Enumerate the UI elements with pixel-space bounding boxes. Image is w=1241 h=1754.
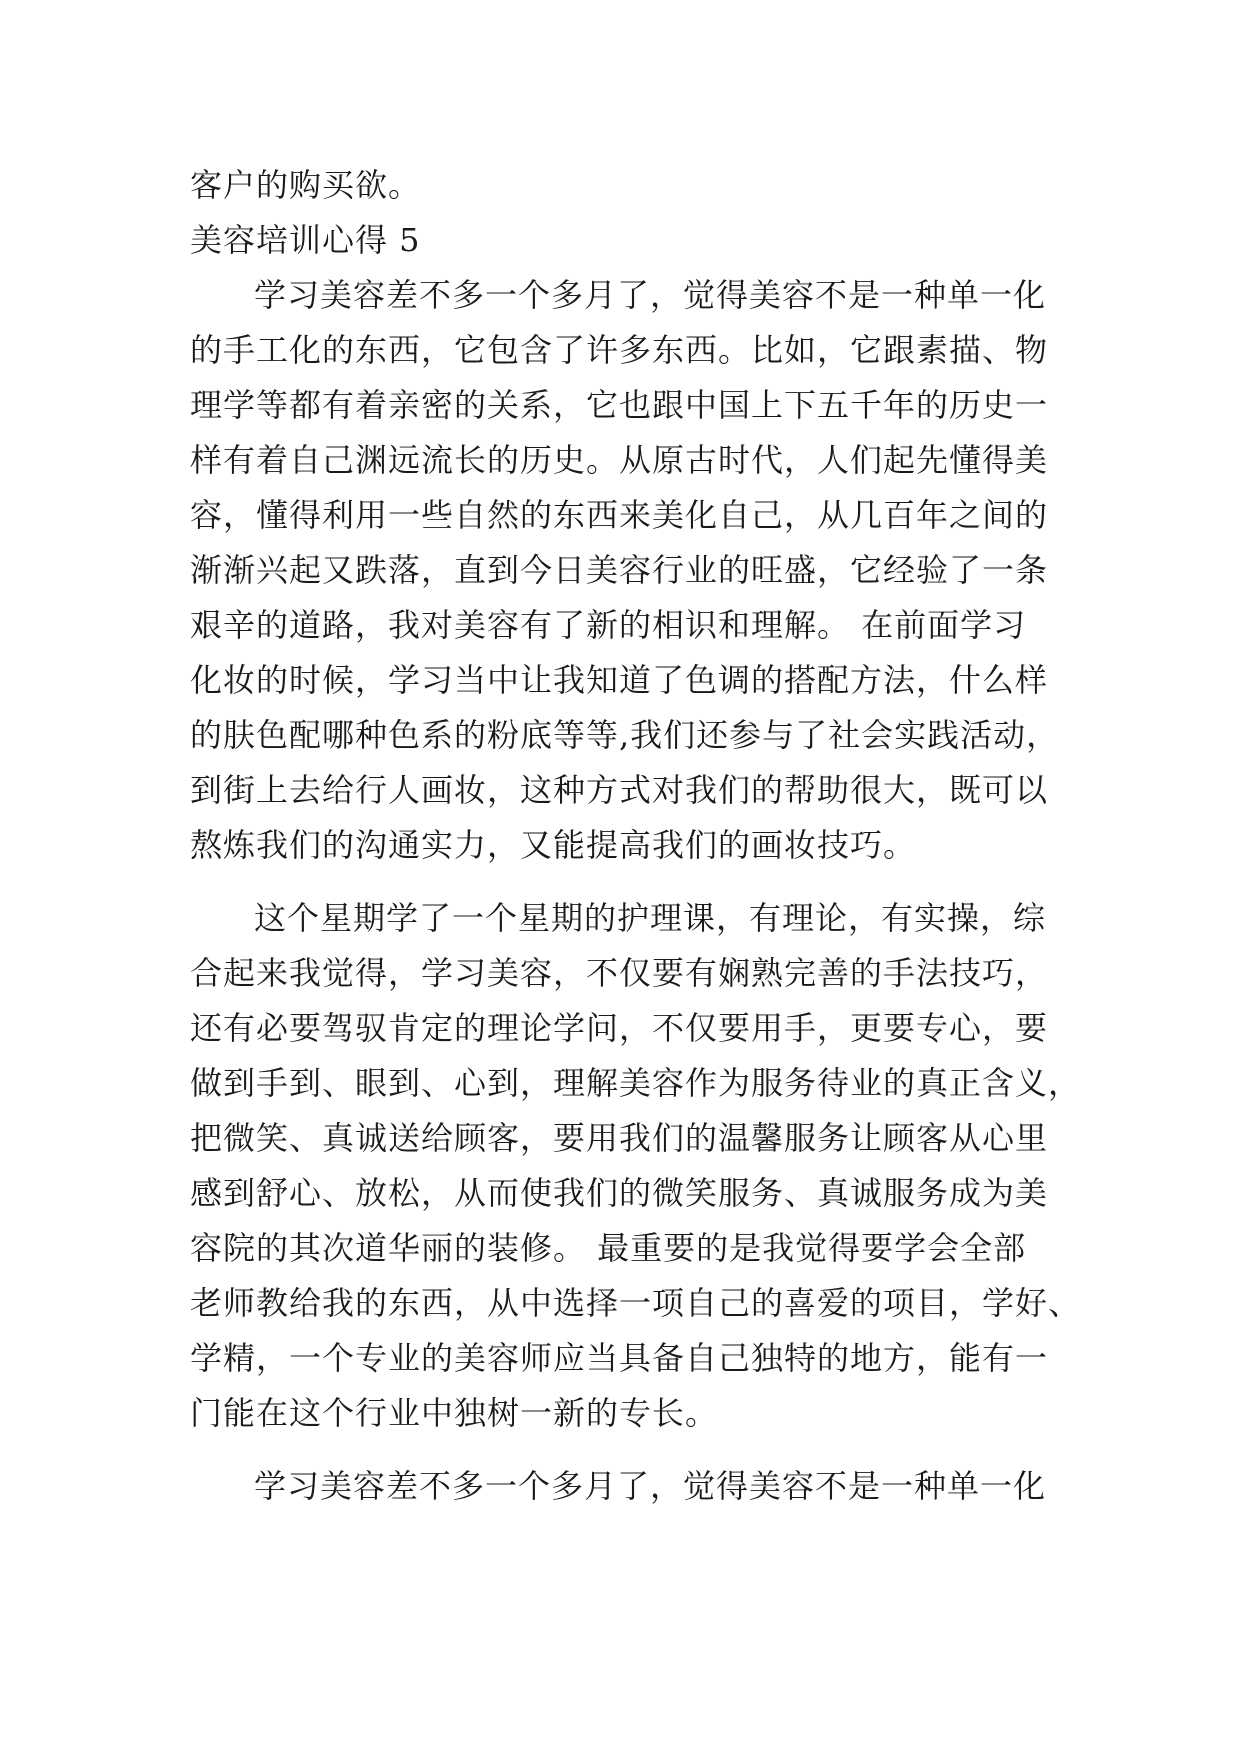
text-line: 渐渐兴起又跌落，直到今日美容行业的旺盛，它经验了一条 <box>190 551 1049 589</box>
text-line: 学习美容差不多一个多月了，觉得美容不是一种单一化 <box>254 276 1047 314</box>
section-heading: 美容培训心得 5 <box>190 221 421 259</box>
text-line: 的肤色配哪种色系的粉底等等,我们还参与了社会实践活动， <box>190 716 1060 754</box>
text-line: 感到舒心、放松，从而使我们的微笑服务、真诚服务成为美 <box>190 1174 1049 1212</box>
text-line: 这个星期学了一个星期的护理课，有理论，有实操，综 <box>254 899 1047 937</box>
text-line: 熬炼我们的沟通实力，又能提高我们的画妆技巧。 <box>190 826 917 864</box>
text-line: 化妆的时候，学习当中让我知道了色调的搭配方法，什么样 <box>190 661 1049 699</box>
text-line: 样有着自己渊远流长的历史。从原古时代，人们起先懂得美 <box>190 441 1049 479</box>
text-line: 到街上去给行人画妆，这种方式对我们的帮助很大，既可以 <box>190 771 1049 809</box>
text-line: 学精，一个专业的美容师应当具备自己独特的地方，能有一 <box>190 1339 1049 1377</box>
text-line: 把微笑、真诚送给顾客，要用我们的温馨服务让顾客从心里 <box>190 1119 1049 1157</box>
text-line: 容，懂得利用一些自然的东西来美化自己，从几百年之间的 <box>190 496 1049 534</box>
text-line: 门能在这个行业中独树一新的专长。 <box>190 1394 719 1432</box>
text-line: 做到手到、眼到、心到，理解美容作为服务待业的真正含义， <box>190 1064 1082 1102</box>
text-line: 的手工化的东西，它包含了许多东西。比如，它跟素描、物 <box>190 331 1049 369</box>
text-line: 理学等都有着亲密的关系，它也跟中国上下五千年的历史一 <box>190 386 1049 424</box>
text-line: 合起来我觉得，学习美容，不仅要有娴熟完善的手法技巧， <box>190 954 1049 992</box>
document-body <box>190 158 1082 1514</box>
text-line: 老师教给我的东西，从中选择一项自己的喜爱的项目，学好、 <box>190 1284 1082 1322</box>
text-line: 学习美容差不多一个多月了，觉得美容不是一种单一化 <box>254 1467 1047 1505</box>
text-line: 客户的购买欲。 <box>190 166 422 204</box>
text-line: 容院的其次道华丽的装修。 最重要的是我觉得要学会全部 <box>190 1229 1027 1267</box>
text-line: 艰辛的道路，我对美容有了新的相识和理解。 在前面学习 <box>190 606 1027 644</box>
text-line: 还有必要驾驭肯定的理论学问，不仅要用手，更要专心，要 <box>190 1009 1049 1047</box>
